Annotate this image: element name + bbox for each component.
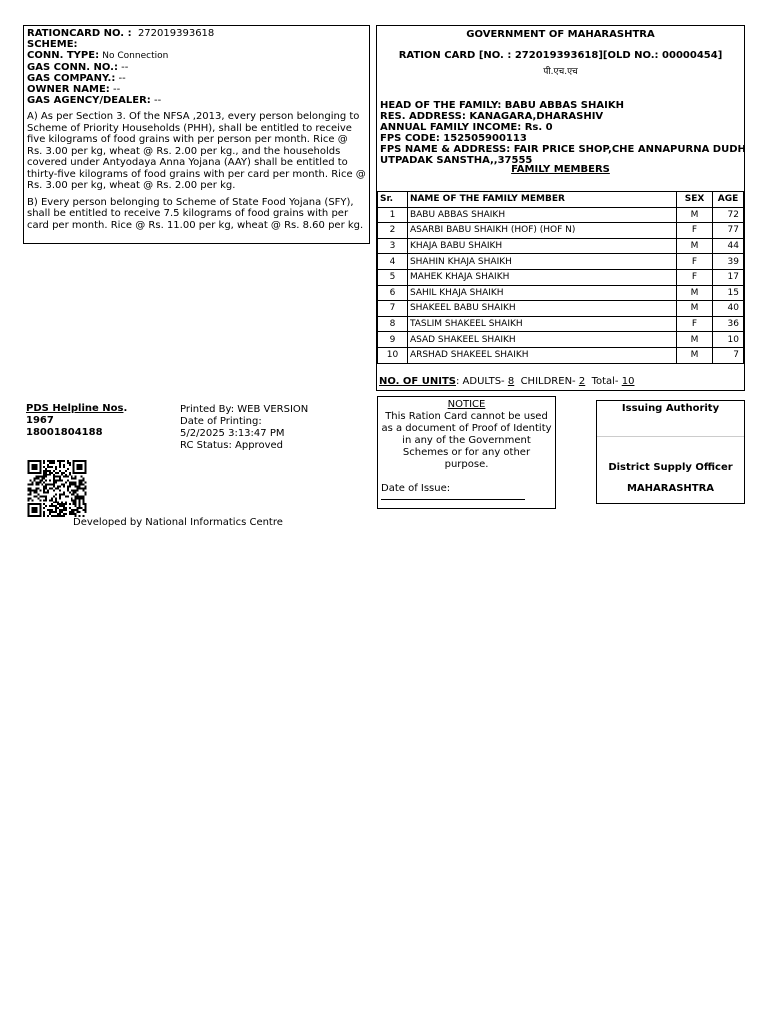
helpline-number-2: 18001804188 [26, 427, 103, 438]
member-sex: F [677, 269, 713, 285]
notice-box [377, 396, 556, 509]
table-row [378, 316, 744, 332]
table-row [378, 238, 744, 254]
member-sex: M [677, 207, 713, 223]
owner-row: OWNER NAME: -- [27, 84, 121, 95]
member-age: 40 [713, 301, 744, 317]
member-name: KHAJA BABU SHAIKH [407, 238, 676, 254]
issuing-authority-title: Issuing Authority [621, 403, 720, 414]
ration-card-number-line: RATION CARD [NO. : 272019393618][OLD NO.: 00000454] [398, 50, 723, 61]
gas-conn-row: GAS CONN. NO.: -- [27, 62, 129, 73]
member-sr: 10 [378, 347, 408, 363]
conn-type-row: CONN. TYPE: No Connection [27, 50, 169, 61]
member-sex: M [677, 347, 713, 363]
table-row [378, 269, 744, 285]
member-age: 10 [713, 332, 744, 348]
member-age: 36 [713, 316, 744, 332]
header-sex: SEX [677, 192, 713, 208]
rc-status: RC Status: Approved [180, 440, 283, 451]
signature-divider [597, 436, 744, 437]
gas-company-row: GAS COMPANY.: -- [27, 73, 126, 84]
developed-by: Developed by National Informatics Centre [73, 517, 283, 528]
issuing-authority-box [596, 400, 745, 504]
table-row [378, 223, 744, 239]
header-name: NAME OF THE FAMILY MEMBER [407, 192, 676, 208]
district-supply-officer: District Supply Officer [608, 462, 733, 473]
member-sex: F [677, 316, 713, 332]
member-sr: 6 [378, 285, 408, 301]
family-members-title: FAMILY MEMBERS [511, 164, 610, 175]
member-sr: 2 [378, 223, 408, 239]
member-name: MAHEK KHAJA SHAIKH [407, 269, 676, 285]
member-age: 44 [713, 238, 744, 254]
total-count: 10 [621, 376, 635, 387]
member-age: 7 [713, 347, 744, 363]
member-age: 15 [713, 285, 744, 301]
rationcard-number: 272019393618 [137, 28, 215, 39]
member-name: SHAHIN KHAJA SHAIKH [407, 254, 676, 270]
table-row [378, 332, 744, 348]
table-row [378, 347, 744, 363]
res-address: RES. ADDRESS: KANAGARA,DHARASHIV [380, 111, 604, 122]
member-sr: 4 [378, 254, 408, 270]
head-of-family: HEAD OF THE FAMILY: BABU ABBAS SHAIKH [380, 100, 624, 111]
member-sr: 9 [378, 332, 408, 348]
table-row [378, 207, 744, 223]
date-of-printing-label: Date of Printing: [180, 416, 262, 427]
member-sr: 8 [378, 316, 408, 332]
scheme-row: SCHEME: [27, 39, 78, 50]
date-of-issue-label: Date of Issue: [381, 483, 451, 494]
annual-income: ANNUAL FAMILY INCOME: Rs. 0 [380, 122, 553, 133]
table-row [378, 285, 744, 301]
government-title: GOVERNMENT OF MAHARASHTRA [466, 29, 655, 40]
notice-body: This Ration Card cannot be used as a document of Proof of Identity in any of the Government Schemes or for any other purpose. [381, 411, 552, 470]
scheme-info-box [23, 25, 370, 244]
sfy-paragraph-b: B) Every person belonging to Scheme of State Food Yojana (SFY), shall be entitled to receive 7.5 kilograms of food grains with per card per month. Rice @ Rs. 11.00 per kg, wheat @ Rs. 8.60 per kg. [27, 196, 364, 231]
rationcard-row: RATIONCARD NO. : 272019393618 [27, 28, 215, 39]
ration-card-box [376, 25, 745, 391]
head-of-family-info [380, 100, 746, 166]
table-row [378, 301, 744, 317]
fps-name-address-cont: UTPADAK SANSTHA,,37555 [380, 155, 533, 166]
table-row [378, 254, 744, 270]
helpline-number-1: 1967 [26, 415, 54, 426]
printed-by: Printed By: WEB VERSION [180, 404, 309, 415]
member-sr: 1 [378, 207, 408, 223]
adults-count: 8 [507, 376, 515, 387]
table-header-row [378, 192, 744, 208]
children-count: 2 [578, 376, 586, 387]
qr-code-icon [27, 460, 87, 517]
member-sex: M [677, 332, 713, 348]
member-age: 77 [713, 223, 744, 239]
member-name: ASAD SHAKEEL SHAIKH [407, 332, 676, 348]
member-name: SHAKEEL BABU SHAIKH [407, 301, 676, 317]
member-sex: F [677, 254, 713, 270]
pds-helpline: PDS Helpline Nos. 1967 18001804188 [26, 403, 128, 438]
header-sr: Sr. [378, 192, 408, 208]
authority-state: MAHARASHTRA [626, 483, 715, 494]
print-info [180, 404, 308, 452]
card-category-hindi: पी.एच.एच [543, 67, 578, 77]
member-age: 72 [713, 207, 744, 223]
member-sex: M [677, 285, 713, 301]
member-name: BABU ABBAS SHAIKH [407, 207, 676, 223]
header-age: AGE [713, 192, 744, 208]
units-summary: NO. OF UNITS: ADULTS- 8 CHILDREN- 2 Total- 10 [379, 376, 635, 387]
member-sex: F [677, 223, 713, 239]
member-name: SAHIL KHAJA SHAIKH [407, 285, 676, 301]
date-of-printing: 5/2/2025 3:13:47 PM [180, 428, 285, 439]
fps-code: FPS CODE: 152505900113 [380, 133, 527, 144]
member-sex: M [677, 301, 713, 317]
member-name: ASARBI BABU SHAIKH (HOF) (HOF N) [407, 223, 676, 239]
notice-title: NOTICE [447, 399, 486, 410]
member-age: 17 [713, 269, 744, 285]
family-members-table [377, 191, 744, 364]
member-sr: 5 [378, 269, 408, 285]
member-name: ARSHAD SHAKEEL SHAIKH [407, 347, 676, 363]
member-sr: 7 [378, 301, 408, 317]
member-name: TASLIM SHAKEEL SHAIKH [407, 316, 676, 332]
fps-name-address: FPS NAME & ADDRESS: FAIR PRICE SHOP,CHE ANNAPURNA DUDH [380, 144, 746, 155]
date-of-issue-line [381, 499, 525, 500]
member-age: 39 [713, 254, 744, 270]
nfsa-paragraph-a: A) As per Section 3. Of the NFSA ,2013, every person belonging to Scheme of Priority Households (PHH), shall be entitled to receive five kilograms of food grains with per person per month. Rice @ Rs. 3.00 per kg, wheat @ Rs. 2.00 per kg., and the households covered under Antyodaya Anna Yojana (AAY) shall be entitled to thirty-five kilograms of food grains with per card per month. Rice @ Rs. 3.00 per kg, wheat @ Rs. 2.00 per kg. [27, 111, 366, 191]
member-sex: M [677, 238, 713, 254]
gas-agency-row: GAS AGENCY/DEALER: -- [27, 95, 162, 106]
member-sr: 3 [378, 238, 408, 254]
